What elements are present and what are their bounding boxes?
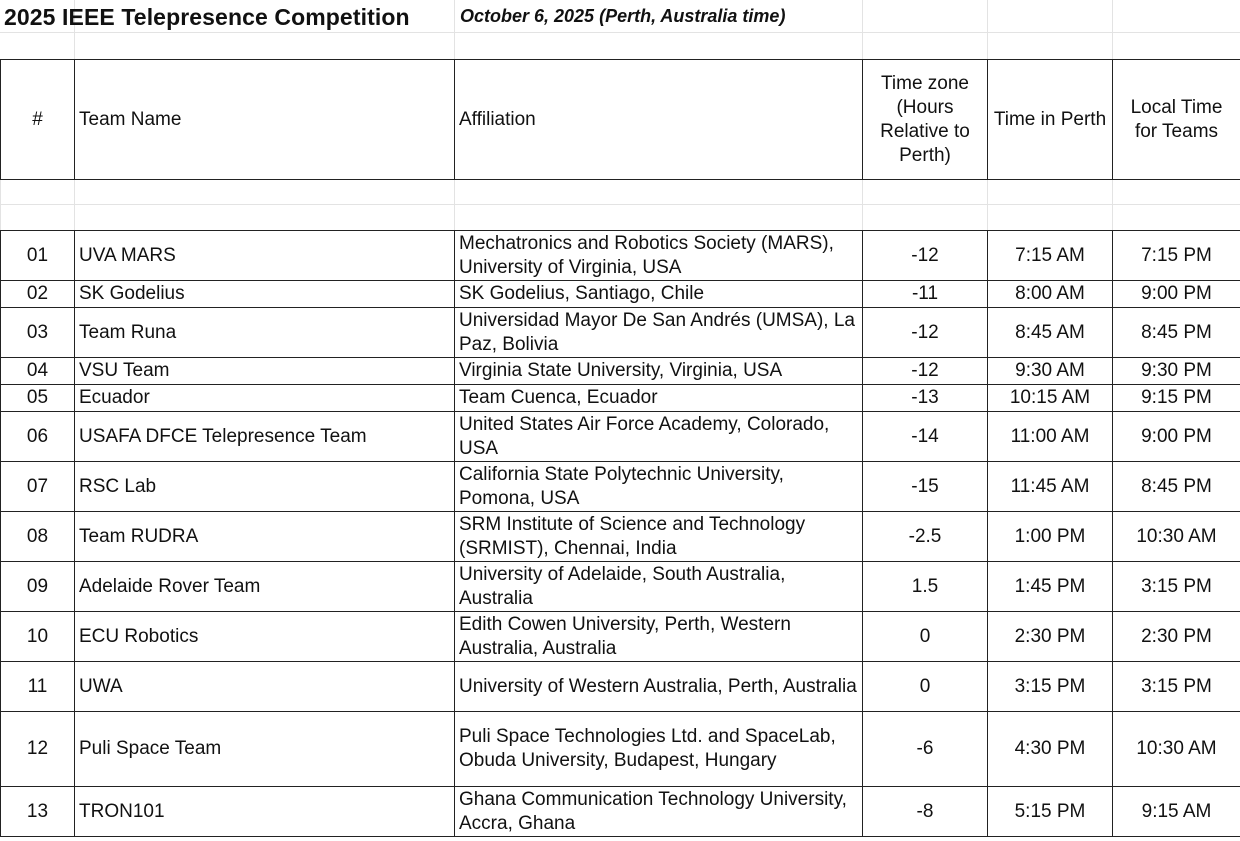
local-time-cell[interactable]: 7:15 PM xyxy=(1113,231,1240,281)
empty-row xyxy=(1,205,1240,231)
empty-cell[interactable] xyxy=(455,205,863,231)
table-row xyxy=(1,308,1240,358)
local-time-cell[interactable]: 10:30 AM xyxy=(1113,712,1240,787)
time-zone-cell[interactable]: -14 xyxy=(863,412,988,462)
team-name-cell[interactable]: TRON101 xyxy=(75,787,455,837)
table-row xyxy=(1,412,1240,462)
affiliation-cell[interactable]: University of Adelaide, South Australia, Australia xyxy=(455,562,863,612)
table-row xyxy=(1,787,1240,837)
team-name-cell[interactable]: SK Godelius xyxy=(75,281,455,308)
team-name-cell[interactable]: UVA MARS xyxy=(75,231,455,281)
time-in-perth-cell[interactable]: 7:15 AM xyxy=(988,231,1113,281)
time-in-perth-cell[interactable]: 10:15 AM xyxy=(988,385,1113,412)
team-name-cell[interactable]: UWA xyxy=(75,662,455,712)
empty-cell[interactable] xyxy=(75,205,455,231)
table-row xyxy=(1,562,1240,612)
time-zone-cell[interactable]: 0 xyxy=(863,612,988,662)
time-in-perth-cell[interactable]: 11:45 AM xyxy=(988,462,1113,512)
table-row xyxy=(1,712,1240,787)
affiliation-cell[interactable]: University of Western Australia, Perth, Australia xyxy=(455,662,863,712)
time-in-perth-cell[interactable]: 4:30 PM xyxy=(988,712,1113,787)
local-time-cell[interactable]: 10:30 AM xyxy=(1113,512,1240,562)
time-zone-cell[interactable]: -12 xyxy=(863,358,988,385)
time-zone-cell[interactable]: -6 xyxy=(863,712,988,787)
team-name-cell[interactable]: RSC Lab xyxy=(75,462,455,512)
table-row xyxy=(1,385,1240,412)
header-affiliation[interactable]: Affiliation xyxy=(455,60,863,180)
time-zone-cell[interactable]: 0 xyxy=(863,662,988,712)
affiliation-cell[interactable]: Team Cuenca, Ecuador xyxy=(455,385,863,412)
affiliation-cell[interactable]: Universidad Mayor De San Andrés (UMSA), La Paz, Bolivia xyxy=(455,308,863,358)
local-time-cell[interactable]: 8:45 PM xyxy=(1113,462,1240,512)
affiliation-cell[interactable]: Virginia State University, Virginia, USA xyxy=(455,358,863,385)
local-time-cell[interactable]: 3:15 PM xyxy=(1113,662,1240,712)
time-in-perth-cell[interactable]: 8:00 AM xyxy=(988,281,1113,308)
header-row xyxy=(1,60,1240,180)
team-name-cell[interactable]: USAFA DFCE Telepresence Team xyxy=(75,412,455,462)
grid-line xyxy=(0,32,1240,33)
empty-cell[interactable] xyxy=(1113,205,1240,231)
row-number-cell[interactable]: 10 xyxy=(1,612,75,662)
table-row xyxy=(1,512,1240,562)
time-in-perth-cell[interactable]: 5:15 PM xyxy=(988,787,1113,837)
time-zone-cell[interactable]: -13 xyxy=(863,385,988,412)
row-number-cell[interactable]: 11 xyxy=(1,662,75,712)
time-in-perth-cell[interactable]: 1:00 PM xyxy=(988,512,1113,562)
row-number-cell[interactable]: 12 xyxy=(1,712,75,787)
table-row xyxy=(1,358,1240,385)
time-in-perth-cell[interactable]: 11:00 AM xyxy=(988,412,1113,462)
local-time-cell[interactable]: 9:30 PM xyxy=(1113,358,1240,385)
grid-line xyxy=(1112,0,1113,59)
team-name-cell[interactable]: Adelaide Rover Team xyxy=(75,562,455,612)
local-time-cell[interactable]: 2:30 PM xyxy=(1113,612,1240,662)
row-number-cell[interactable]: 09 xyxy=(1,562,75,612)
local-time-cell[interactable]: 9:00 PM xyxy=(1113,281,1240,308)
empty-cell[interactable] xyxy=(988,205,1113,231)
grid-line xyxy=(987,0,988,59)
sheet-subtitle[interactable]: October 6, 2025 (Perth, Australia time) xyxy=(460,6,786,26)
sheet-title[interactable]: 2025 IEEE Telepresence Competition xyxy=(4,4,410,30)
table-row xyxy=(1,662,1240,712)
time-in-perth-cell[interactable]: 8:45 AM xyxy=(988,308,1113,358)
empty-cell[interactable] xyxy=(863,180,988,205)
time-zone-cell[interactable]: -15 xyxy=(863,462,988,512)
affiliation-cell[interactable]: United States Air Force Academy, Colorado, USA xyxy=(455,412,863,462)
header-num[interactable]: # xyxy=(1,60,75,180)
schedule-table xyxy=(0,59,1240,837)
local-time-cell[interactable]: 9:15 PM xyxy=(1113,385,1240,412)
team-name-cell[interactable]: VSU Team xyxy=(75,358,455,385)
empty-row xyxy=(1,180,1240,205)
empty-cell[interactable] xyxy=(75,180,455,205)
affiliation-cell[interactable]: Edith Cowen University, Perth, Western Australia, Australia xyxy=(455,612,863,662)
time-in-perth-cell[interactable]: 2:30 PM xyxy=(988,612,1113,662)
affiliation-cell[interactable]: Mechatronics and Robotics Society (MARS), University of Virginia, USA xyxy=(455,231,863,281)
team-name-cell[interactable]: ECU Robotics xyxy=(75,612,455,662)
affiliation-cell[interactable]: Ghana Communication Technology University, Accra, Ghana xyxy=(455,787,863,837)
time-zone-cell[interactable]: -12 xyxy=(863,231,988,281)
team-name-cell[interactable]: Team RUDRA xyxy=(75,512,455,562)
local-time-cell[interactable]: 9:15 AM xyxy=(1113,787,1240,837)
team-name-cell[interactable]: Ecuador xyxy=(75,385,455,412)
table-row xyxy=(1,612,1240,662)
time-in-perth-cell[interactable]: 9:30 AM xyxy=(988,358,1113,385)
header-time-zone[interactable]: Time zone (Hours Relative to Perth) xyxy=(863,60,988,180)
row-number-cell[interactable]: 05 xyxy=(1,385,75,412)
local-time-cell[interactable]: 9:00 PM xyxy=(1113,412,1240,462)
team-name-cell[interactable]: Team Runa xyxy=(75,308,455,358)
affiliation-cell[interactable]: SRM Institute of Science and Technology (SRMIST), Chennai, India xyxy=(455,512,863,562)
table-row xyxy=(1,462,1240,512)
empty-cell[interactable] xyxy=(988,180,1113,205)
header-team-name[interactable]: Team Name xyxy=(75,60,455,180)
empty-cell[interactable] xyxy=(1,180,75,205)
time-zone-cell[interactable]: -12 xyxy=(863,308,988,358)
local-time-cell[interactable]: 8:45 PM xyxy=(1113,308,1240,358)
local-time-cell[interactable]: 3:15 PM xyxy=(1113,562,1240,612)
affiliation-cell[interactable]: California State Polytechnic University, Pomona, USA xyxy=(455,462,863,512)
row-number-cell[interactable]: 01 xyxy=(1,231,75,281)
time-in-perth-cell[interactable]: 1:45 PM xyxy=(988,562,1113,612)
team-name-cell[interactable]: Puli Space Team xyxy=(75,712,455,787)
time-zone-cell[interactable]: -2.5 xyxy=(863,512,988,562)
row-number-cell[interactable]: 06 xyxy=(1,412,75,462)
row-number-cell[interactable]: 04 xyxy=(1,358,75,385)
time-in-perth-cell[interactable]: 3:15 PM xyxy=(988,662,1113,712)
header-local-time[interactable]: Local Time for Teams xyxy=(1113,60,1240,180)
empty-cell[interactable] xyxy=(1113,180,1240,205)
row-number-cell[interactable]: 08 xyxy=(1,512,75,562)
time-zone-cell[interactable]: -8 xyxy=(863,787,988,837)
row-number-cell[interactable]: 07 xyxy=(1,462,75,512)
table-row xyxy=(1,231,1240,281)
row-number-cell[interactable]: 02 xyxy=(1,281,75,308)
affiliation-cell[interactable]: SK Godelius, Santiago, Chile xyxy=(455,281,863,308)
grid-line xyxy=(862,0,863,59)
empty-cell[interactable] xyxy=(863,205,988,231)
empty-cell[interactable] xyxy=(1,205,75,231)
empty-cell[interactable] xyxy=(455,180,863,205)
row-number-cell[interactable]: 03 xyxy=(1,308,75,358)
grid-line xyxy=(454,0,455,59)
table-row xyxy=(1,281,1240,308)
affiliation-cell[interactable]: Puli Space Technologies Ltd. and SpaceLab, Obuda University, Budapest, Hungary xyxy=(455,712,863,787)
row-number-cell[interactable]: 13 xyxy=(1,787,75,837)
header-time-in-perth[interactable]: Time in Perth xyxy=(988,60,1113,180)
time-zone-cell[interactable]: -11 xyxy=(863,281,988,308)
time-zone-cell[interactable]: 1.5 xyxy=(863,562,988,612)
